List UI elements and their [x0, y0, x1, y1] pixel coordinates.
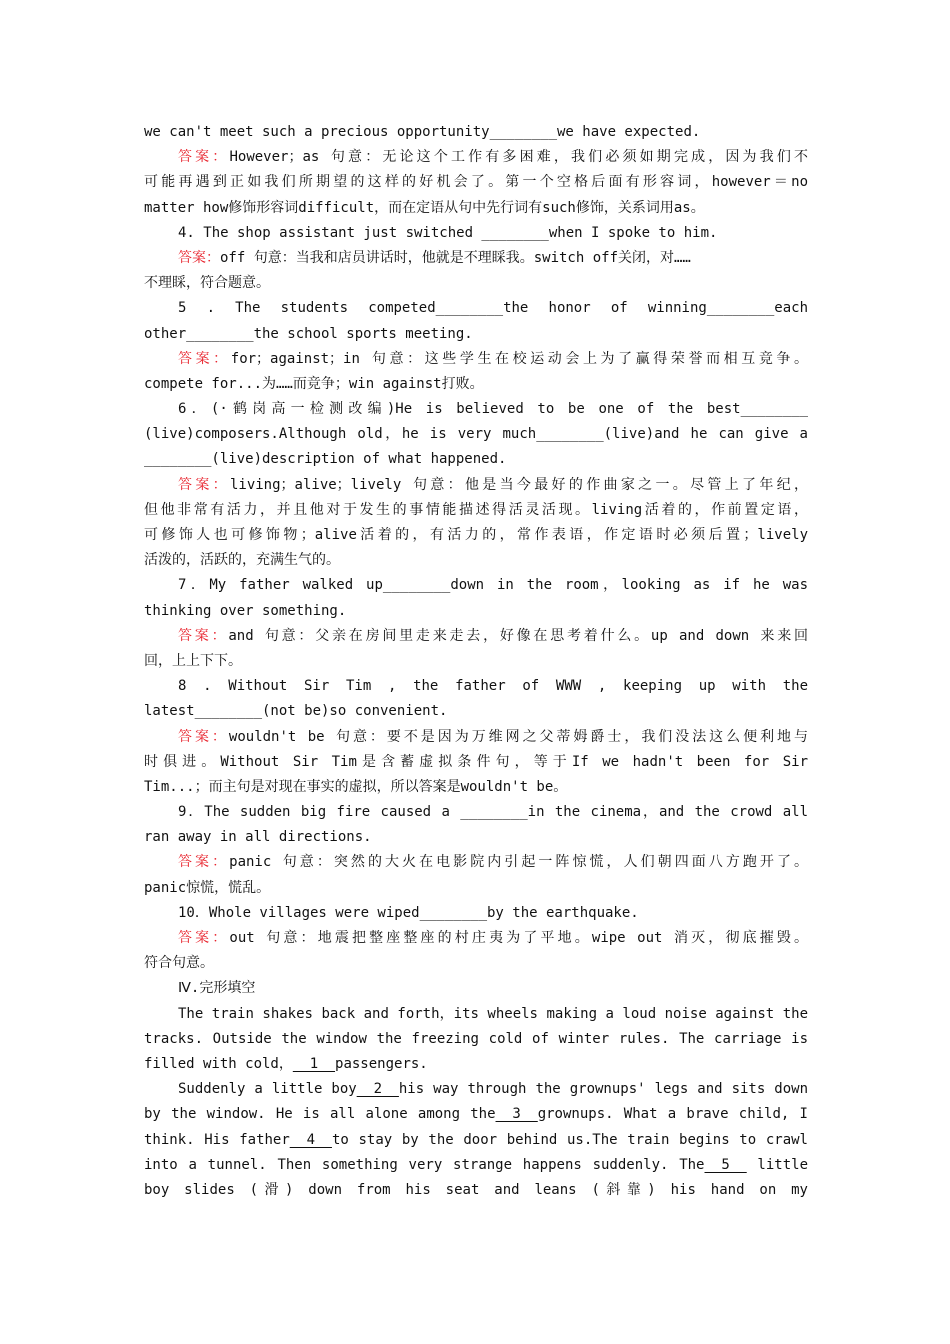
line-text: 9．The sudden big fire caused a ________in the cinema，and the crowd all: [178, 804, 808, 821]
line-text: 时俱进。Without Sir Tim是含蓄虚拟条件句，等于If we hadn't been for Sir: [144, 753, 808, 770]
answer-label: 答案：: [178, 627, 229, 644]
line-text: 符合句意。: [144, 955, 214, 972]
text-line: [144, 674, 808, 699]
text-line: [144, 599, 808, 624]
line-text: and 句意：父亲在房间里走来走去，好像在思考着什么。up and down 来来回: [228, 627, 808, 644]
cloze-blank-number: __5__: [704, 1156, 747, 1173]
answer-label: 答案：: [178, 149, 230, 166]
line-text: 5 . The students competed________the honor of winning________each: [178, 300, 808, 317]
line-text: living；alive；lively 句意：他是当今最好的作曲家之一。尽管上了年纪，: [229, 476, 808, 493]
text-line: [144, 800, 808, 825]
text-line: [144, 447, 808, 472]
text-line: [144, 296, 808, 321]
answer-label: 答案：: [178, 476, 230, 493]
line-text: Tim...；而主句是对现在事实的虚拟，所以答案是wouldn't be。: [144, 778, 568, 795]
document-page: [144, 120, 808, 1203]
answer-label: 答案：: [178, 728, 229, 745]
text-line: [144, 120, 808, 145]
line-text: 8 . Without Sir Tim , the father of WWW , keeping up with the: [178, 678, 808, 695]
line-text: other________the school sports meeting.: [144, 325, 473, 342]
cloze-blank-number: __2__: [356, 1081, 399, 1098]
line-text: to stay by the door behind us.The train begins to crawl: [331, 1131, 808, 1148]
answer-label: 答案：: [178, 350, 231, 367]
text-line: [144, 397, 808, 422]
text-line: [144, 1178, 808, 1203]
line-text: latest________(not be)so convenient.: [144, 703, 448, 720]
line-text: 6．(·鹤岗高一检测改编)He is believed to be one of the best________: [178, 401, 808, 418]
text-line: [144, 1128, 808, 1153]
line-text: his way through the grownups' legs and sits down: [398, 1081, 808, 1098]
line-text: panic 句意：突然的大火在电影院内引起一阵惊慌，人们朝四面八方跑开了。: [229, 854, 808, 871]
line-text: matter how修饰形容词difficult，而在定语从句中先行词有such修饰，关系词用as。: [144, 199, 705, 216]
text-line: [144, 221, 808, 246]
answer-label: 答案：: [178, 854, 230, 871]
line-text: (live)composers.Although old，he is very much________(live)and he can give a: [144, 426, 808, 443]
line-text: into a tunnel. Then something very strange happens suddenly. The: [144, 1156, 705, 1173]
line-text: off 句意：当我和店员讲话时，他就是不理睬我。switch off关闭，对……: [220, 249, 691, 266]
line-text: for；against；in 句意：这些学生在校运动会上为了赢得荣誉而相互竞争。: [230, 350, 808, 367]
text-line: [144, 1052, 808, 1077]
line-text: thinking over something.: [144, 602, 347, 619]
text-line: [144, 573, 808, 598]
text-line: [144, 498, 808, 523]
text-line: [144, 1027, 808, 1052]
text-line: [144, 170, 808, 195]
answer-line: [144, 624, 808, 649]
line-text: The train shakes back and forth，its wheels making a loud noise against the: [178, 1005, 808, 1022]
line-text: tracks. Outside the window the freezing cold of winter rules. The carriage is: [144, 1030, 808, 1047]
answer-line: [144, 347, 808, 372]
line-text: 可能再遇到正如我们所期望的这样的好机会了。第一个空格后面有形容词，however＝no: [144, 174, 808, 191]
line-text: we can't meet such a precious opportunity________we have expected.: [144, 124, 701, 140]
answer-line: [144, 145, 808, 170]
text-line: [144, 1102, 808, 1127]
text-line: [144, 1153, 808, 1178]
line-text: 10．Whole villages were wiped________by the earthquake.: [178, 904, 639, 921]
text-line: [144, 876, 808, 901]
answer-label: 答案：: [178, 930, 230, 946]
text-line: [144, 322, 808, 347]
text-line: [144, 976, 808, 1001]
text-line: [144, 422, 808, 447]
line-text: ________(live)description of what happened.: [144, 451, 507, 468]
text-line: [144, 951, 808, 976]
line-text: panic惊慌，慌乱。: [144, 879, 271, 896]
text-line: [144, 699, 808, 724]
answer-line: [144, 850, 808, 875]
answer-line: [144, 725, 808, 750]
answer-line: [144, 926, 808, 951]
text-line: [144, 271, 808, 296]
line-text: 不理睬，符合题意。: [144, 275, 270, 292]
line-text: 7．My father walked up________down in the room，looking as if he was: [178, 577, 808, 594]
line-text: passengers.: [335, 1055, 428, 1072]
cloze-blank-number: __3__: [495, 1106, 538, 1123]
answer-label: 答案：: [178, 249, 220, 266]
line-text: Suddenly a little boy: [178, 1081, 357, 1098]
line-text: think. His father: [144, 1131, 290, 1148]
line-text: ran away in all directions.: [144, 829, 372, 846]
line-text: filled with cold，: [144, 1055, 293, 1072]
line-text: grownups. What a brave child, I: [537, 1106, 808, 1123]
line-text: by the window. He is all alone among the: [144, 1106, 496, 1123]
line-text: little: [746, 1156, 808, 1173]
line-text: compete for...为……而竞争；win against打败。: [144, 375, 484, 392]
line-text: 回，上上下下。: [144, 652, 242, 669]
line-text: 4. The shop assistant just switched ________when I spoke to him.: [178, 224, 718, 241]
line-text: However；as 句意：无论这个工作有多困难，我们必须如期完成，因为我们不: [229, 149, 808, 166]
answer-line: [144, 473, 808, 498]
text-line: [144, 901, 808, 926]
text-line: [144, 523, 808, 548]
cloze-blank-number: __1__: [292, 1055, 336, 1072]
text-line: [144, 1002, 808, 1027]
text-line: [144, 372, 808, 397]
line-text: wouldn't be 句意：要不是因为万维网之父蒂姆爵士，我们没法这么便利地与: [228, 728, 808, 745]
text-line: [144, 196, 808, 221]
text-line: [144, 1077, 808, 1102]
text-line: [144, 825, 808, 850]
line-text: 但他非常有活力，并且他对于发生的事情能描述得活灵活现。living活着的，作前置定语，: [144, 501, 808, 518]
line-text: 活泼的，活跃的，充满生气的。: [144, 552, 340, 569]
line-text: 可修饰人也可修饰物；alive活着的，有活力的，常作表语，作定语时必须后置；lively: [144, 527, 808, 543]
line-text: Ⅳ.完形填空: [178, 980, 256, 997]
text-line: [144, 548, 808, 573]
answer-line: [144, 246, 808, 271]
line-text: boy slides (滑) down from his seat and leans (斜靠) his hand on my: [144, 1181, 808, 1198]
line-text: out 句意：地震把整座整座的村庄夷为了平地。wipe out 消灭，彻底摧毁。: [229, 930, 808, 946]
text-line: [144, 775, 808, 800]
text-line: [144, 750, 808, 775]
cloze-blank-number: __4__: [289, 1131, 332, 1148]
text-line: [144, 649, 808, 674]
